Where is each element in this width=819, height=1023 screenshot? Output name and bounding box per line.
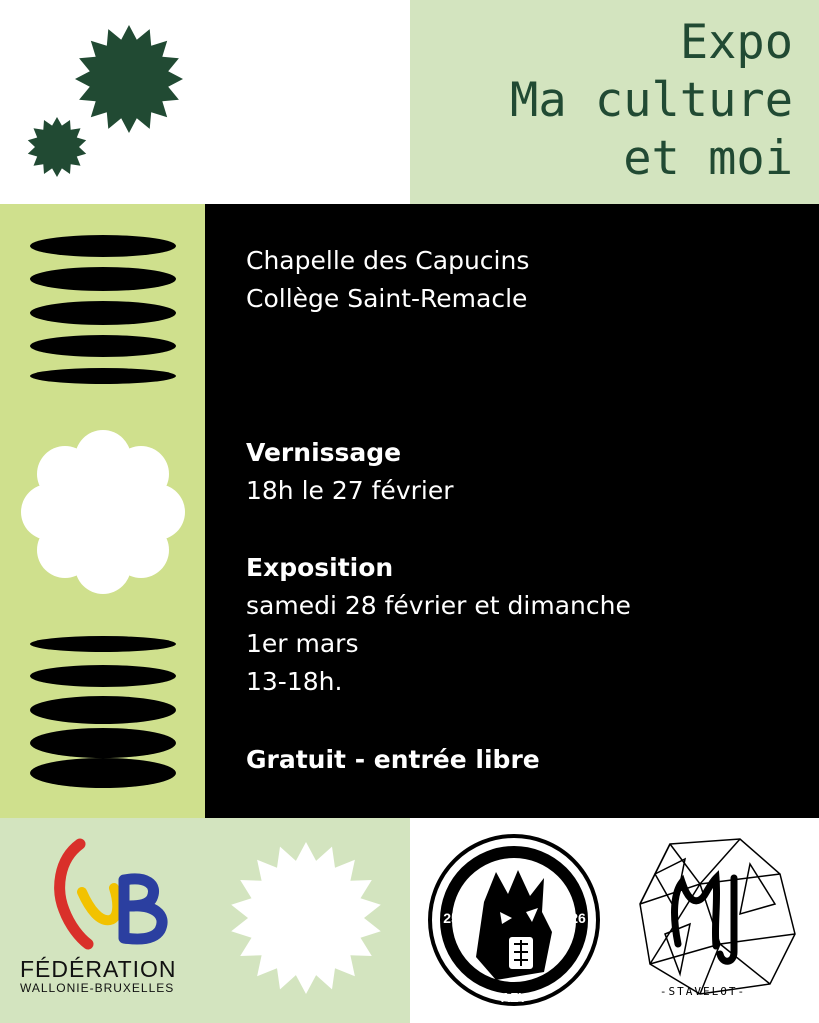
badge-left-text: 25 (443, 910, 459, 926)
badge-number-right (563, 908, 593, 928)
badge-number-left (436, 908, 466, 928)
venue-name: Chapelle des Capucins (246, 246, 530, 275)
badge-right-text: 26 (570, 910, 586, 926)
exhibition-title (510, 14, 793, 188)
info-panel (205, 204, 819, 818)
stavelot-text: -STAVELOT- (659, 985, 747, 998)
stacked-ellipses-top-icon (0, 204, 205, 394)
exposition-heading: Exposition (246, 553, 394, 582)
stacked-ellipses-bottom-icon (0, 630, 205, 800)
federation-subtitle: WALLONIE-BRUXELLES (20, 981, 175, 995)
admission-block (246, 741, 540, 779)
vernissage-block (246, 434, 454, 510)
title-line-2: Ma culture (510, 73, 793, 128)
exposition-dates-cont: 1er mars (246, 629, 359, 658)
stavelot-logo (630, 834, 800, 1004)
venue-block (246, 242, 529, 318)
white-sunburst-icon (228, 843, 384, 993)
federation-name: FÉDÉRATION (20, 956, 177, 982)
federation-logo-icon (48, 840, 183, 950)
exposition-block (246, 549, 631, 701)
large-sunburst-icon (74, 27, 184, 131)
vernissage-detail: 18h le 27 février (246, 476, 454, 505)
stavelot-label (648, 980, 758, 1002)
vernissage-heading: Vernissage (246, 438, 402, 467)
exposition-hours: 13-18h. (246, 667, 343, 696)
white-flower-icon (14, 423, 192, 601)
badge-bottom-text: AZY (501, 990, 527, 1005)
small-sunburst-icon (26, 117, 88, 177)
title-line-3: et moi (623, 131, 793, 186)
admission-text: Gratuit - entrée libre (246, 745, 540, 774)
badge-bottom-label (494, 988, 534, 1008)
exposition-dates: samedi 28 février et dimanche (246, 591, 631, 620)
title-panel (410, 0, 819, 204)
title-line-1: Expo (679, 15, 793, 70)
venue-building: Collège Saint-Remacle (246, 284, 528, 313)
